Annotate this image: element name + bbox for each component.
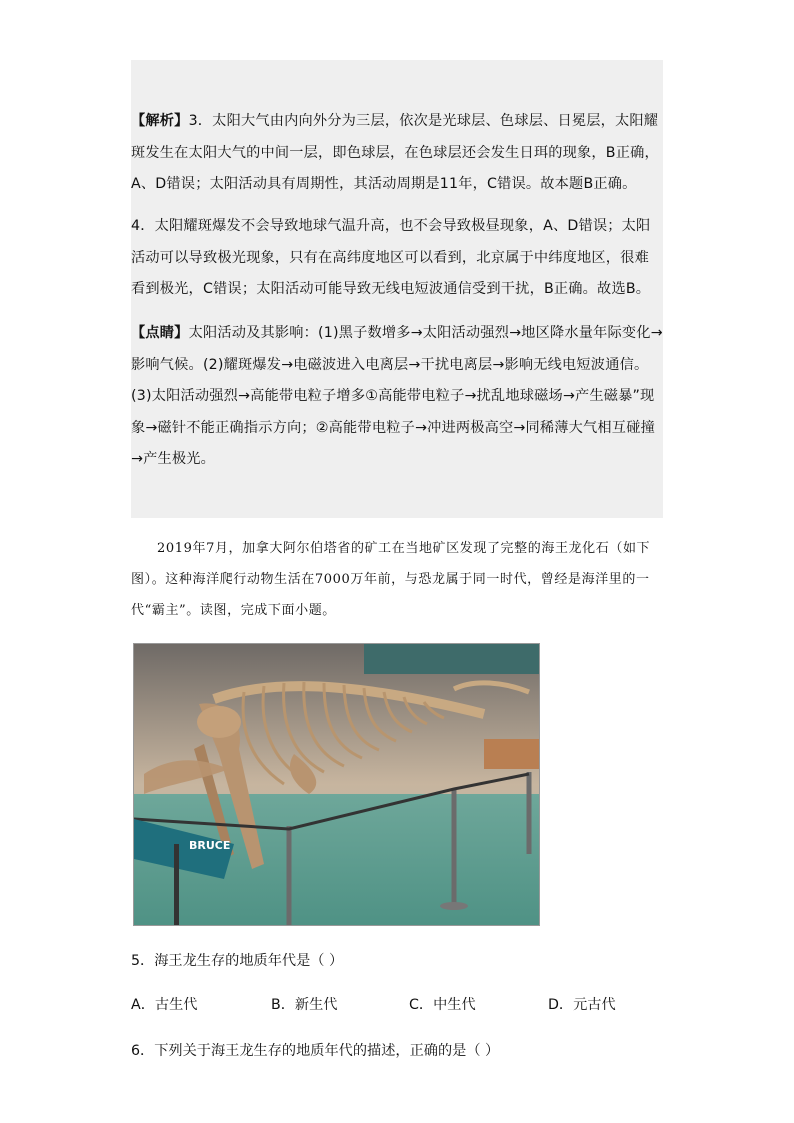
question-5: 5．海王龙生存的地质年代是（ ） (131, 953, 344, 969)
analysis-paragraph-3 (131, 106, 663, 201)
question-6: 6．下列关于海王龙生存的地质年代的描述，正确的是（ ） (131, 1043, 500, 1059)
option-c[interactable]: C．中生代 (409, 997, 476, 1013)
tip-text: 太阳活动及其影响：(1)黑子数增多→太阳活动强烈→地区降水量年际变化→影响气候。(2)耀斑爆发→电磁波进入电离层→干扰电离层→影响无线电短波通信。(3)太阳活动强烈→高能带电粒子增多①高能带电粒子→扰乱地球磁场→产生磁暴”现象→磁针不能正确指示方向；②高能带电粒子→冲进两极高空→同稀薄大气相互碰撞→产生极光。 (131, 325, 663, 467)
tip-label: 【点睛】 (131, 325, 189, 341)
mosasaur-fossil-photo (133, 643, 540, 926)
analysis-paragraph-4: 4．太阳耀斑爆发不会导致地球气温升高，也不会导致极昼现象，A、D错误；太阳活动可以导致极光现象，只有在高纬度地区可以看到，北京属于中纬度地区，很难看到极光，C错误；太阳活动可能导致无线电短波通信受到干扰，B正确。故选B。 (131, 218, 651, 297)
option-d[interactable]: D．元古代 (548, 997, 616, 1013)
analysis-label: 【解析】 (131, 113, 189, 129)
sign-label: BRUCE (189, 839, 231, 852)
analysis-text-3: 3．太阳大气由内向外分为三层，依次是光球层、色球层、日冕层，太阳耀斑发生在太阳大气的中间一层，即色球层，在色球层还会发生日珥的现象，B正确，A、D错误；太阳活动具有周期性，其活动周期是11年，C错误。故本题B正确。 (131, 113, 659, 192)
option-b[interactable]: B．新生代 (271, 997, 338, 1013)
material-intro: 2019年7月，加拿大阿尔伯塔省的矿工在当地矿区发现了完整的海王龙化石（如下图）。这种海洋爬行动物生活在7000万年前，与恐龙属于同一时代，曾经是海洋里的一代“霸主”。读图，完成下面小题。 (131, 541, 651, 618)
tip-paragraph (131, 318, 663, 476)
option-a[interactable]: A．古生代 (131, 997, 198, 1013)
